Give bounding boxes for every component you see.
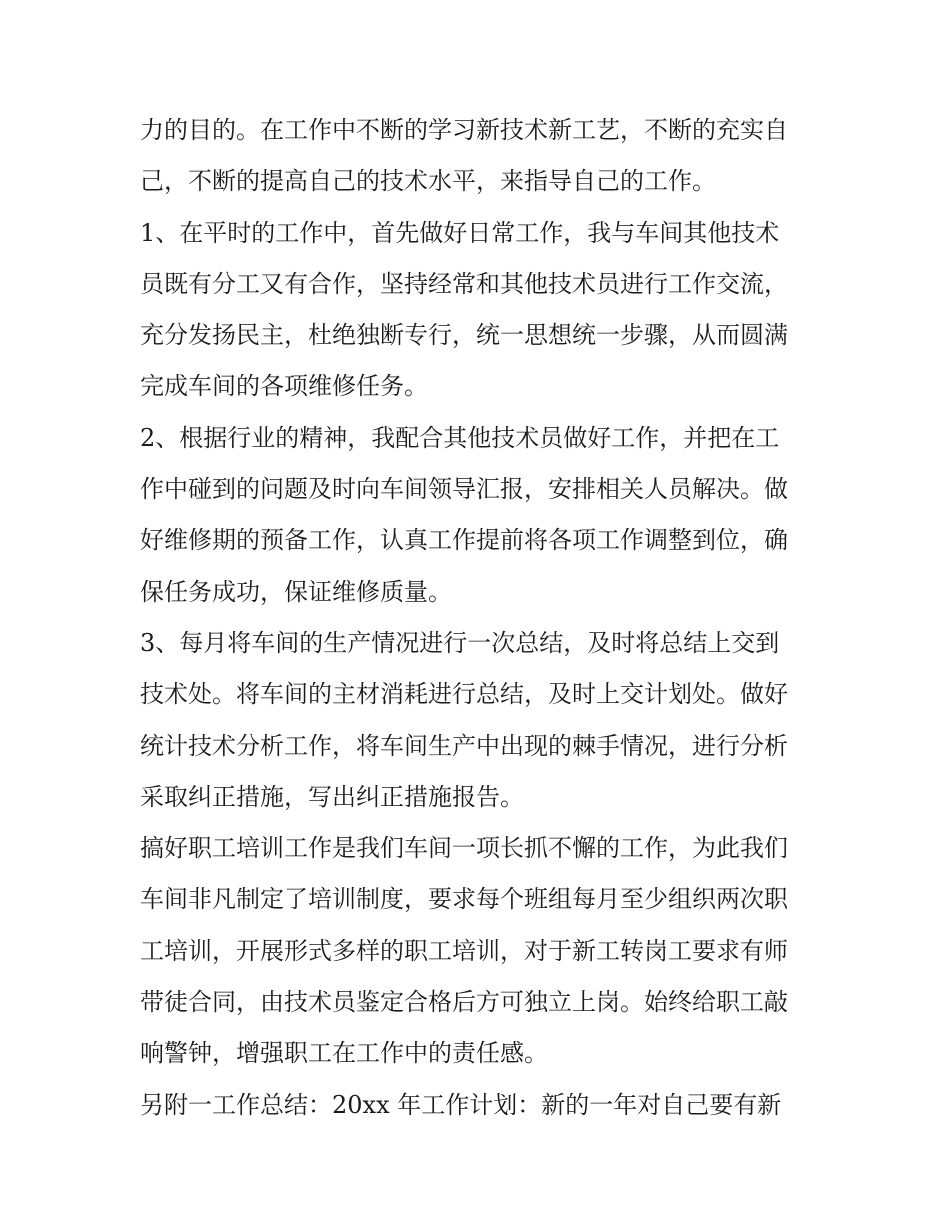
text-line: 搞好职工培训工作是我们车间一项长抓不懈的工作，为此我们 (140, 834, 788, 863)
text-line: 带徒合同，由技术员鉴定合格后方可独立上岗。始终给职工敲 (140, 988, 788, 1017)
text-line: 员既有分工又有合作，坚持经常和其他技术员进行工作交流， (140, 269, 788, 298)
text-line: 统计技术分析工作，将车间生产中出现的棘手情况，进行分析 (140, 731, 788, 760)
text-line: 完成车间的各项维修任务。 (140, 372, 428, 401)
text-line: 响警钟，增强职工在工作中的责任感。 (140, 1039, 548, 1068)
text-line: 技术处。将车间的主材消耗进行总结，及时上交计划处。做好 (140, 680, 788, 709)
text-line: 2、根据行业的精神，我配合其他技术员做好工作，并把在工 (140, 423, 780, 452)
text-line: 车间非凡制定了培训制度，要求每个班组每月至少组织两次职 (140, 885, 788, 914)
text-line: 力的目的。在工作中不断的学习新技术新工艺，不断的充实自 (140, 116, 788, 144)
text-line: 充分发扬民主，杜绝独断专行，统一思想统一步骤，从而圆满 (140, 321, 788, 350)
text-line: 另附一工作总结：20xx 年工作计划：新的一年对自己要有新 (140, 1090, 782, 1119)
text-line: 保任务成功，保证维修质量。 (140, 577, 452, 606)
text-line: 采取纠正措施，写出纠正措施报告。 (140, 782, 524, 811)
text-line: 作中碰到的问题及时向车间领导汇报，安排相关人员解决。做 (140, 475, 788, 504)
text-line: 己，不断的提高自己的技术水平，来指导自己的工作。 (140, 167, 716, 196)
text-line: 1、在平时的工作中，首先做好日常工作，我与车间其他技术 (140, 218, 780, 247)
text-line: 好维修期的预备工作，认真工作提前将各项工作调整到位，确 (140, 526, 788, 555)
text-line: 3、每月将车间的生产情况进行一次总结，及时将总结上交到 (140, 628, 780, 657)
text-line: 工培训，开展形式多样的职工培训，对于新工转岗工要求有师 (140, 936, 788, 965)
document-body (140, 105, 820, 1131)
